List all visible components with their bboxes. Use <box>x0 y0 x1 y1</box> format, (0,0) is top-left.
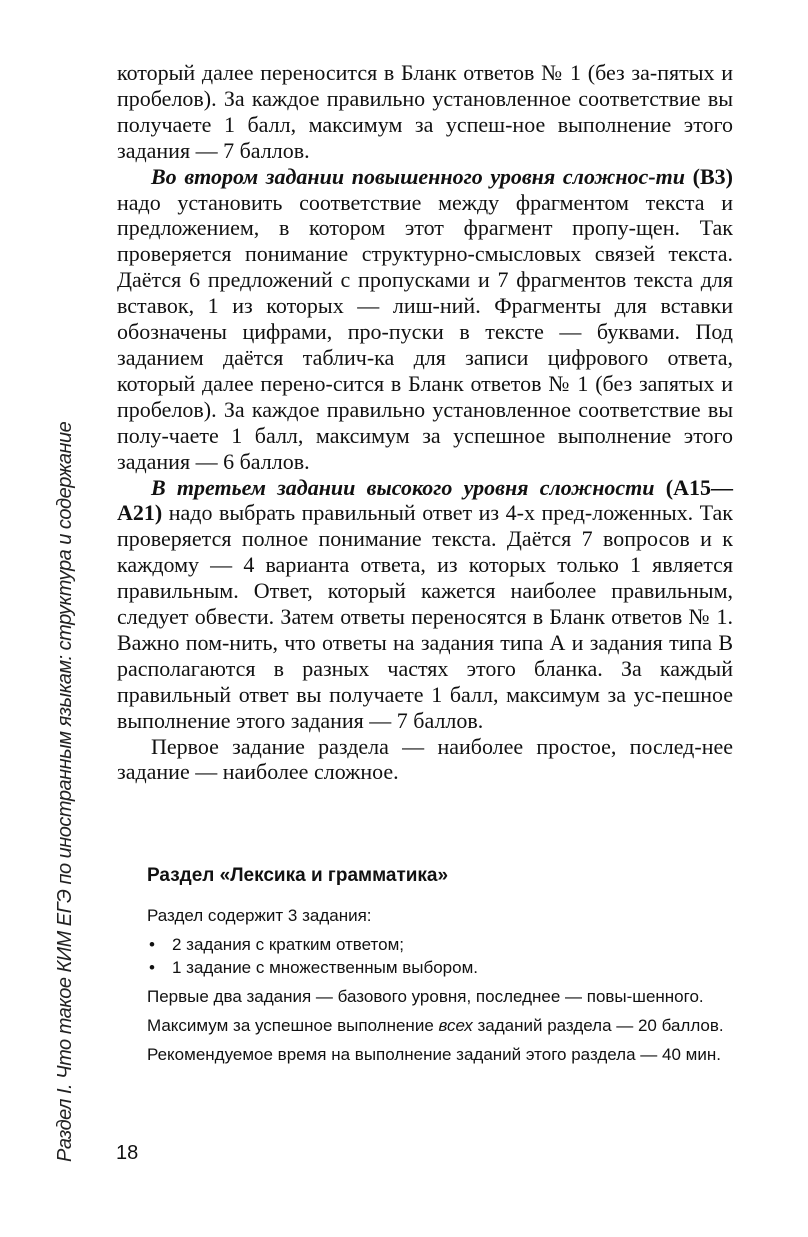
page-number: 18 <box>116 1142 139 1164</box>
lexis-grammar-section <box>147 864 733 1072</box>
section-levels: Первые два задания — базового уровня, последнее — повы-шенного. <box>147 987 704 1006</box>
task-b3-heading: Во втором задании повышенного уровня сложнос-ти <box>151 163 685 189</box>
max-score-after: заданий раздела — 20 баллов. <box>477 1016 724 1035</box>
paragraph-task-order: Первое задание раздела — наиболее простое, послед-нее задание — наиболее сложное. <box>117 733 733 785</box>
task-list <box>147 933 733 979</box>
task-b3-description: надо установить соответствие между фрагментом текста и предложением, в котором этот фрагмент пропу-щен. Так проверяется понимание структурно-смысловых связей текста. Даётся 6 предложений с пропусками и 7 фрагментов текста для вставок, 1 из которых — лиш-ний. Фрагменты для вставки обозначены цифрами, про-пуски в тексте — буквами. Под заданием даётся таблич-ка для записи цифрового ответа, который далее перено-сится в Бланк ответов № 1 (без запятых и пробелов). За каждое правильно установленное соответствие вы полу-чаете 1 балл, максимум за успешное выполнение этого задания — 6 баллов. <box>117 189 733 474</box>
running-head: Раздел I. Что такое КИМ ЕГЭ по иностранным языкам: структура и содержание <box>54 421 76 1162</box>
main-text <box>117 60 733 785</box>
paragraph-task-a15-a21 <box>117 475 733 734</box>
section-time: Рекомендуемое время на выполнение заданий этого раздела — 40 мин. <box>147 1045 721 1064</box>
bullet-icon: • <box>149 935 155 954</box>
task-a15-a21-description: надо выбрать правильный ответ из 4-х пред-ложенных. Так проверяется полное понимание текста. Даётся 7 вопросов и к каждому — 4 варианта ответа, из которых только 1 является правильным. Ответ, который кажется наиболее правильным, следует обвести. Затем ответы переносятся в Бланк ответов № 1. Важно пом-нить, что ответы на задания типа А и задания типа В располагаются в разных частях этого бланка. За каждый правильный ответ вы получаете 1 балл, максимум за ус-пешное выполнение этого задания — 7 баллов. <box>117 500 733 733</box>
max-score-emphasis: всех <box>438 1016 473 1035</box>
list-item <box>147 933 733 956</box>
list-item-text: 1 задание с множественным выбором. <box>172 958 478 977</box>
paragraph-task-b3 <box>117 164 733 475</box>
paragraph-answer-transfer: который далее переносится в Бланк ответов № 1 (без за-пятых и пробелов). За каждое правильно установленное соответствие вы получаете 1 балл, максимум за успеш-ное выполнение этого задания — 7 баллов. <box>117 60 733 163</box>
list-item-text: 2 задания с кратким ответом; <box>172 935 404 954</box>
max-score-before: Максимум за успешное выполнение <box>147 1016 434 1035</box>
section-title: Раздел «Лексика и грамматика» <box>147 865 449 886</box>
section-intro: Раздел содержит 3 задания: <box>147 906 372 925</box>
task-b3-code: (В3) <box>692 163 733 189</box>
task-a15-a21-code: (А15—А21) <box>117 474 733 526</box>
bullet-icon: • <box>149 958 155 977</box>
task-a15-a21-heading: В третьем задании высокого уровня сложности <box>151 474 655 500</box>
list-item <box>147 956 733 979</box>
section-max-score <box>147 1014 733 1037</box>
